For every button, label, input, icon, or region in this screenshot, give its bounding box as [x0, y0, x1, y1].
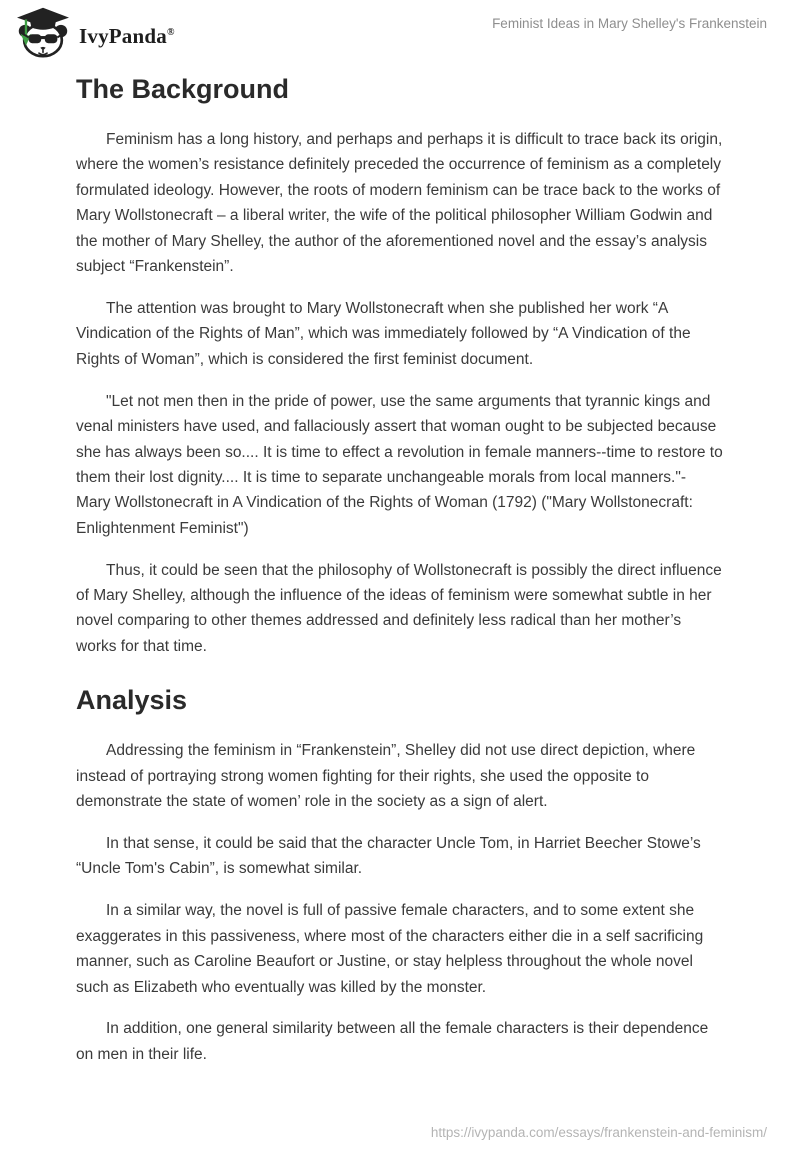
paragraph-quote: "Let not men then in the pride of power, use the same arguments that tyrannic kings and venal ministers have used, and fallaciously assert that woman ought to be subjected because she has always been so.... It is time to effect a revolution in female manners--time to restore to them their lost dignity.... It is time to separate unchangeable morals from local manners."- Mary Wollstonecraft in A Vindication of the Rights of Woman (1792) ("Mary Wollstonecraft: Enlightenment Feminist") [76, 392, 723, 537]
paragraph: Feminism has a long history, and perhaps and perhaps it is difficult to trace back its origin, where the women’s resistance definitely preceded the occurrence of feminism as a completely formulated ideology. However, the roots of modern feminism can be trace back to the works of Mary Wollstonecraft – a liberal writer, the wife of the political philosopher William Godwin and the mother of Mary Shelley, the author of the aforementioned novel and the essay’s analysis subject “Frankenstein”. [76, 131, 723, 276]
paragraph: In that sense, it could be said that the character Uncle Tom, in Harriet Beecher Stowe’s “Uncle Tom's Cabin”, is somewhat similar. [76, 835, 701, 878]
logo-text: IvyPanda [79, 23, 167, 48]
section-heading-analysis: Analysis [76, 685, 188, 716]
paragraph: Thus, it could be seen that the philosophy of Wollstonecraft is possibly the direct influence of Mary Shelley, although the influence of the ideas of feminism were somewhat subtle in her novel comparing to other themes addressed and definitely less radical than her mother’s works for that time. [76, 561, 722, 655]
ivypanda-logo [14, 6, 175, 58]
logo-wordmark [79, 18, 175, 47]
registered-trademark-symbol: ® [166, 26, 175, 38]
section-heading-the-background: The Background [76, 74, 290, 104]
paragraph: In a similar way, the novel is full of passive female characters, and to some extent she exaggerates in this passiveness, where most of the characters either die in a self sacrificing manner, such as Caroline Beaufort or Justine, or stay helpless throughout the whole novel such as Elizabeth who eventually was killed by the monster. [76, 902, 704, 996]
page-header [0, 0, 800, 60]
paragraph: In addition, one general similarity between all the female characters is their dependence on men in their life. [76, 1020, 709, 1063]
document-title: Feminist Ideas in Mary Shelley's Frankenstein [492, 16, 767, 31]
paragraph: Addressing the feminism in “Frankenstein”, Shelley did not use direct depiction, where instead of portraying strong women fighting for their rights, she used the opposite to demonstrate the state of women’ role in the society as a sign of alert. [76, 742, 696, 811]
source-url: https://ivypanda.com/essays/frankenstein-and-feminism/ [430, 1125, 767, 1140]
paragraph: The attention was brought to Mary Wollstonecraft when she published her work “A Vindication of the Rights of Man”, which was immediately followed by “A Vindication of the Rights of Woman”, which is considered the first feminist document. [76, 299, 691, 368]
essay-content [0, 74, 800, 1067]
panda-graduation-cap-icon [14, 6, 72, 58]
